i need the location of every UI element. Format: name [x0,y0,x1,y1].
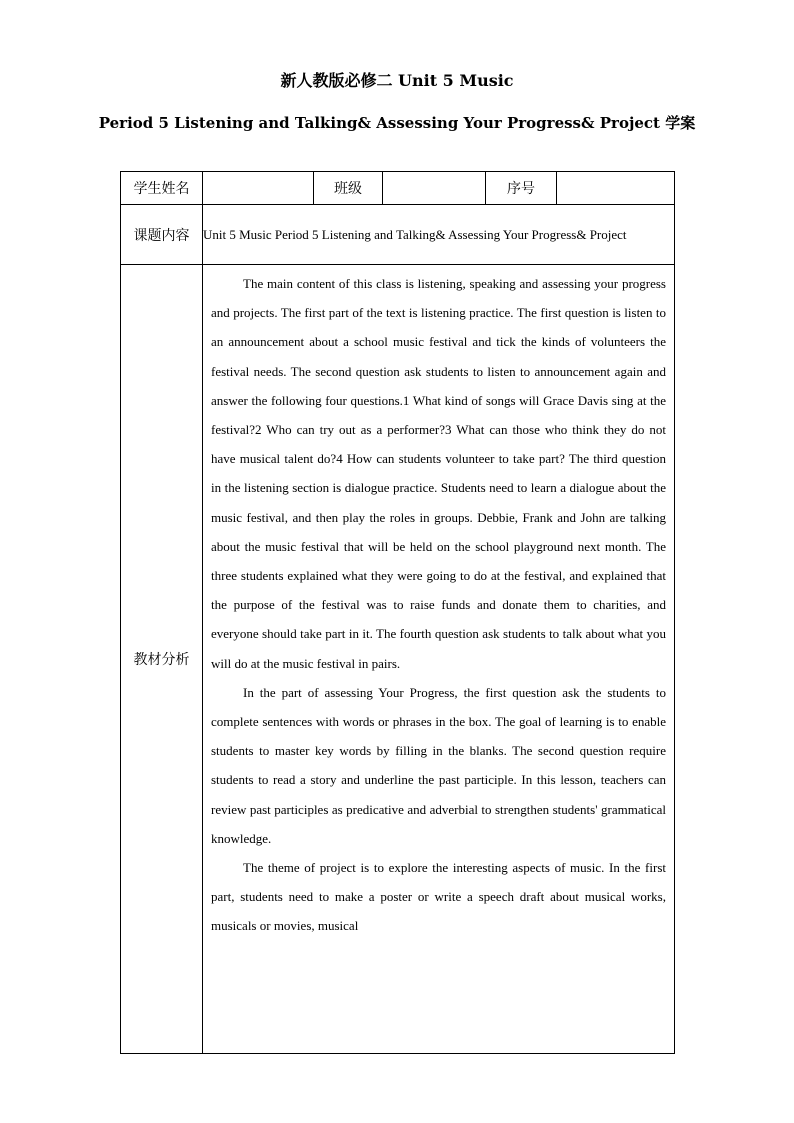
document-subtitle: Period 5 Listening and Talking& Assessing Your Progress& Project 学案 [98,114,696,132]
analysis-paragraph-1: The main content of this class is listening, speaking and assessing your progress and projects. The first part of the text is listening practice. The first question is listen to an announcement about a school music festival and tick the kinds of volunteers the festival needs. The second question ask students to listen to announcement again and answer the following four questions.1 What kind of songs will Grace Davis sing at the festival?2 Who can try out as a performer?3 What can those who think they do not have musical talent do?4 How can students volunteer to take part? The third question in the listening section is dialogue practice. Students need to learn a dialogue about the music festival, and then play the roles in groups. Debbie, Frank and John are talking about the music festival that will be held on the school playground next month. The three students explained what they were going to do at the festival, and explained that the purpose of the festival was to raise funds and donate them to charities, and everyone should take part in it. The fourth question ask students to talk about what you will do at the music festival in pairs. [211,276,666,671]
document-title: 新人教版必修二 Unit 5 Music [280,71,514,90]
class-label: 班级 [314,172,383,205]
topic-label: 课题内容 [121,205,203,265]
header-row [121,172,675,205]
analysis-label: 教材分析 [121,265,203,1054]
analysis-content [203,265,675,1054]
topic-row [121,205,675,265]
class-field[interactable] [383,172,486,205]
lesson-info-table [120,171,675,1054]
number-label: 序号 [486,172,557,205]
student-name-field[interactable] [203,172,314,205]
number-field[interactable] [557,172,675,205]
analysis-row [121,265,675,1054]
topic-content: Unit 5 Music Period 5 Listening and Talking& Assessing Your Progress& Project [203,205,675,265]
student-name-label: 学生姓名 [121,172,203,205]
analysis-paragraph-3: The theme of project is to explore the interesting aspects of music. In the first part, students need to make a poster or write a speech draft about musical works, musicals or movies, musical [211,860,666,934]
analysis-paragraph-2: In the part of assessing Your Progress, the first question ask the students to complete sentences with words or phrases in the box. The goal of learning is to enable students to master key words by filling in the blanks. The second question require students to read a story and underline the past participle. In this lesson, teachers can review past participles as predicative and adverbial to strengthen students' grammatical knowledge. [211,684,666,846]
